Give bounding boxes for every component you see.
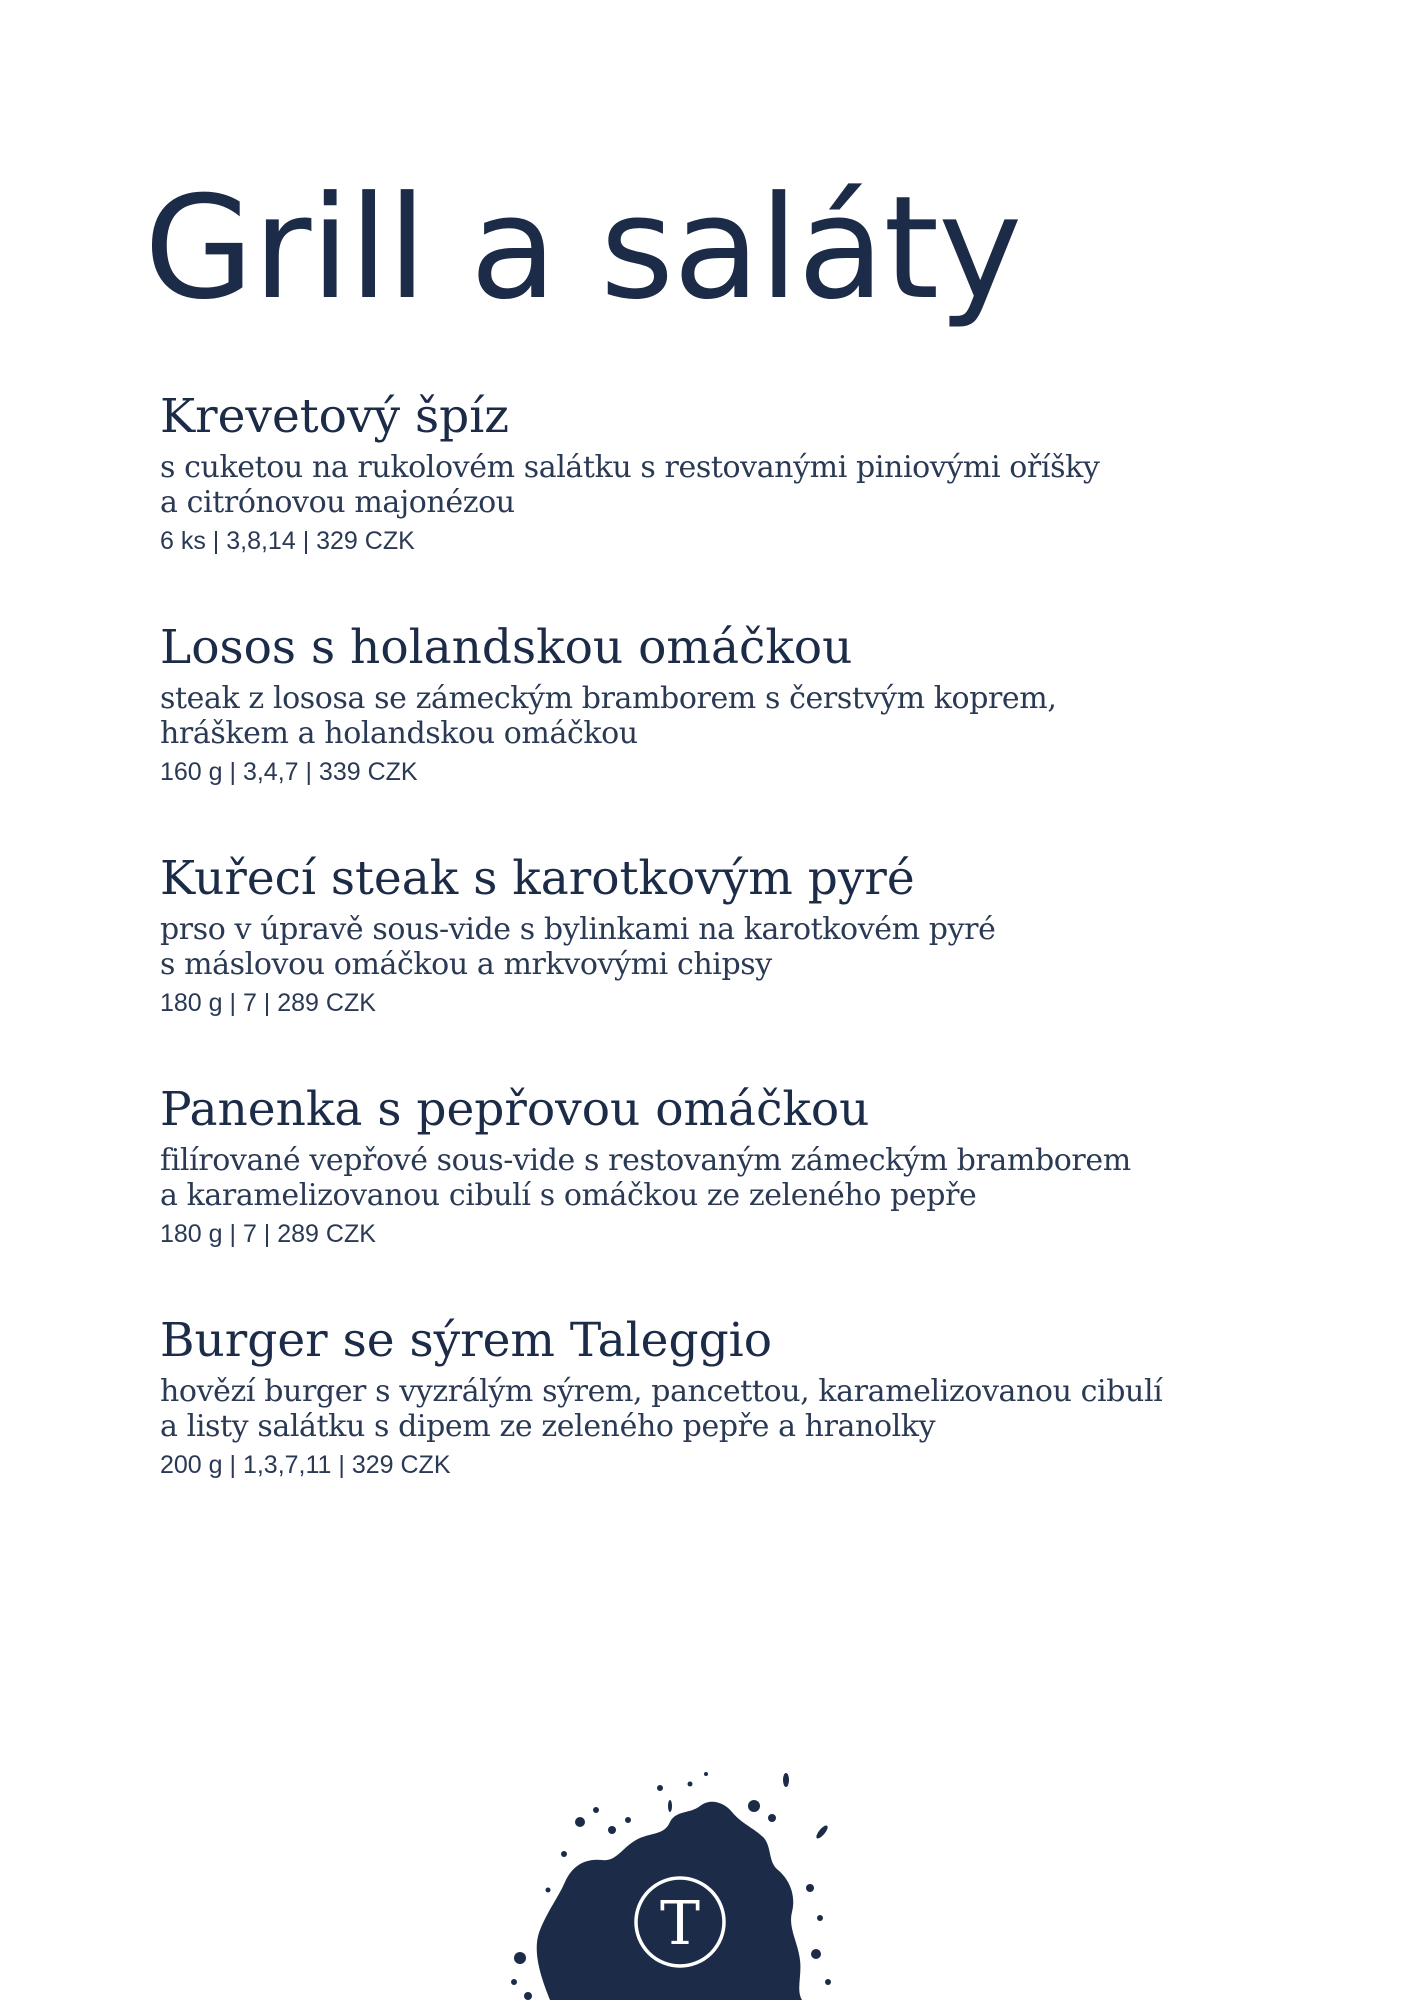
menu-item-description-line: hráškem a holandskou omáčkou xyxy=(160,716,638,751)
ink-splash-logo-icon xyxy=(510,1770,840,2000)
menu-item-name: Krevetový špíz xyxy=(160,389,509,444)
menu-item xyxy=(160,1081,1340,1312)
menu-item-description xyxy=(160,681,1340,751)
menu-item-description-line: prso v úpravě sous-vide s bylinkami na karotkovém pyré xyxy=(160,912,996,947)
logo-letter: T xyxy=(659,1889,701,1959)
menu-item-meta: 160 g | 3,4,7 | 339 CZK xyxy=(160,758,418,786)
menu-item-description-line: filírované vepřové sous-vide s restovaným zámeckým bramborem xyxy=(160,1143,1131,1178)
menu-item xyxy=(160,850,1340,1081)
page-title: Grill a saláty xyxy=(144,166,1022,331)
menu-item-description xyxy=(160,912,1340,982)
menu-item-meta: 6 ks | 3,8,14 | 329 CZK xyxy=(160,527,415,555)
menu-item-name: Burger se sýrem Taleggio xyxy=(160,1313,772,1368)
ink-splash-logo xyxy=(510,1770,840,2000)
menu-item-description xyxy=(160,450,1340,520)
menu-item-description-line: hovězí burger s vyzrálým sýrem, pancettou, karamelizovanou cibulí xyxy=(160,1374,1163,1409)
menu-item-name: Losos s holandskou omáčkou xyxy=(160,620,853,675)
menu-item-description-line: s máslovou omáčkou a mrkvovými chipsy xyxy=(160,947,772,982)
menu-item-description-line: a karamelizovanou cibulí s omáčkou ze zeleného pepře xyxy=(160,1178,977,1213)
menu-item-name: Kuřecí steak s karotkovým pyré xyxy=(160,851,915,906)
menu-item-description-line: a citrónovou majonézou xyxy=(160,485,515,520)
menu-item xyxy=(160,1312,1340,1543)
menu-item xyxy=(160,619,1340,850)
menu-item-description-line: s cuketou na rukolovém salátku s restovanými piniovými oříšky xyxy=(160,450,1100,485)
menu-list xyxy=(160,388,1340,1543)
menu-item xyxy=(160,388,1340,619)
menu-item-description-line: steak z lososa se zámeckým bramborem s čerstvým koprem, xyxy=(160,681,1057,716)
menu-item-meta: 180 g | 7 | 289 CZK xyxy=(160,1220,376,1248)
menu-item-meta: 200 g | 1,3,7,11 | 329 CZK xyxy=(160,1451,451,1479)
menu-item-name: Panenka s pepřovou omáčkou xyxy=(160,1082,870,1137)
menu-item-description xyxy=(160,1374,1340,1444)
menu-item-meta: 180 g | 7 | 289 CZK xyxy=(160,989,376,1017)
menu-item-description xyxy=(160,1143,1340,1213)
menu-item-description-line: a listy salátku s dipem ze zeleného pepře a hranolky xyxy=(160,1409,936,1444)
